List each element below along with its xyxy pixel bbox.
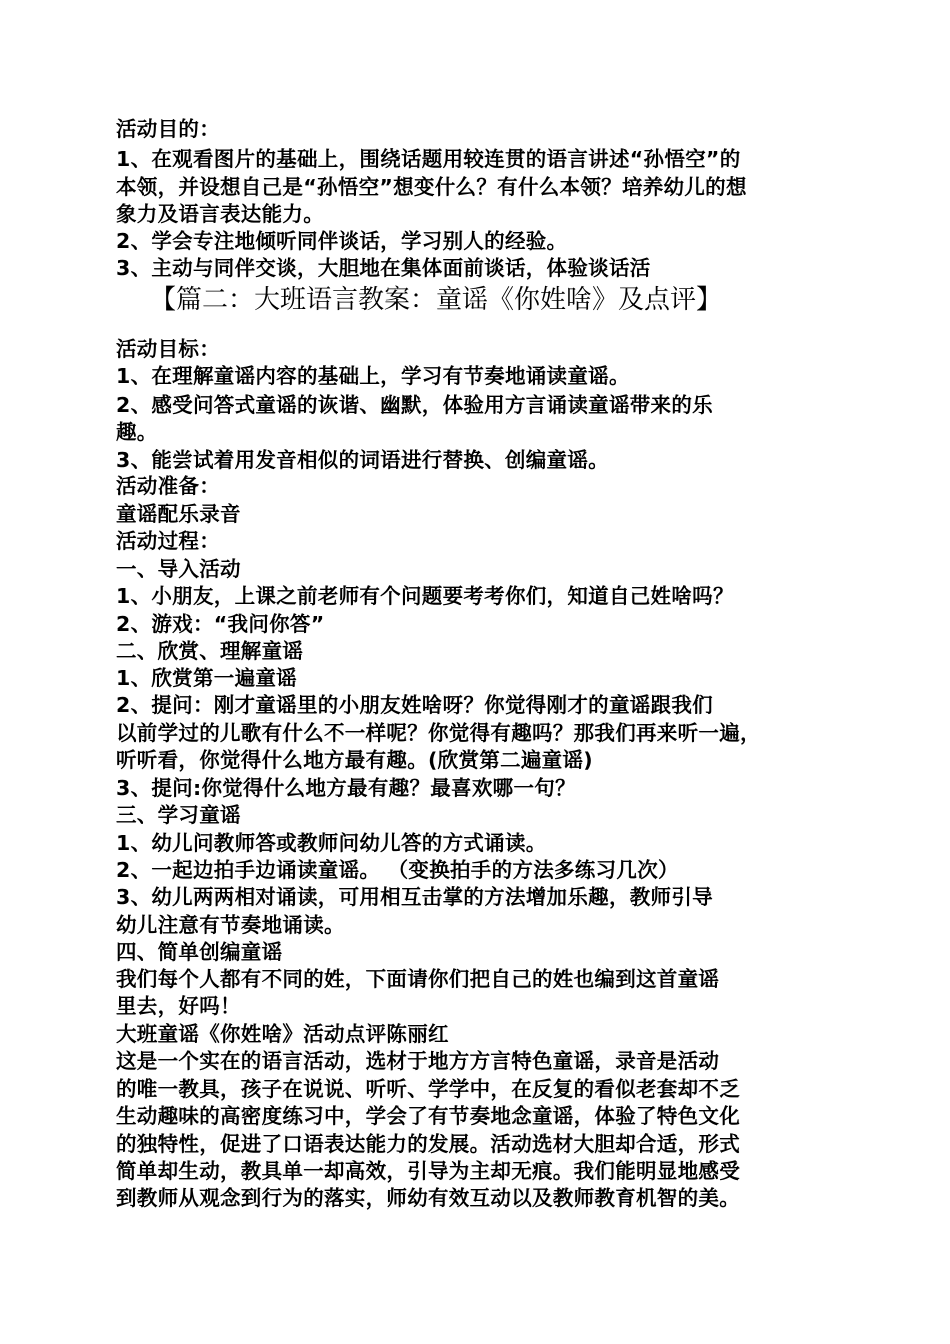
text-line: 趣。 — [116, 420, 158, 444]
text-line: 1、幼儿问教师答或教师问幼儿答的方式诵读。 — [116, 831, 547, 855]
text-line: 三、学习童谣 — [116, 803, 241, 827]
text-line: 大班童谣《你姓啥》活动点评陈丽红 — [116, 1022, 449, 1046]
text-line: 1、欣赏第一遍童谣 — [116, 666, 297, 690]
text-line: 3、幼儿两两相对诵读，可用相互击掌的方法增加乐趣，教师引导 — [116, 885, 713, 909]
text-line: 3、主动与同伴交谈，大胆地在集体面前谈话，体验谈话活 — [116, 256, 651, 280]
text-line: 童谣配乐录音 — [116, 502, 241, 526]
text-line: 二、欣赏、理解童谣 — [116, 639, 304, 663]
text-line: 活动目标： — [116, 337, 220, 361]
text-line: 1、在理解童谣内容的基础上，学习有节奏地诵读童谣。 — [116, 364, 630, 388]
text-line: 3、能尝试着用发音相似的词语进行替换、创编童谣。 — [116, 448, 609, 472]
text-line: 里去，好吗！ — [116, 994, 241, 1018]
text-line: 一、导入活动 — [116, 557, 241, 581]
text-line: 象力及语言表达能力。 — [116, 202, 324, 226]
text-line: 四、简单创编童谣 — [116, 940, 283, 964]
text-line: 2、一起边拍手边诵读童谣。 （变换拍手的方法多练习几次） — [116, 858, 679, 882]
text-line: 以前学过的儿歌有什么不一样呢？你觉得有趣吗？那我们再来听一遍， — [116, 721, 761, 745]
text-line: 2、学会专注地倾听同伴谈话，学习别人的经验。 — [116, 229, 568, 253]
text-line: 本领，并设想自己是“孙悟空”想变什么？有什么本领？培养幼儿的想 — [116, 175, 747, 199]
text-line: 2、游戏：“我问你答” — [116, 612, 325, 636]
text-line: 幼儿注意有节奏地诵读。 — [116, 913, 345, 937]
text-line: 2、感受问答式童谣的诙谐、幽默，体验用方言诵读童谣带来的乐 — [116, 393, 713, 417]
text-line: 的唯一教具，孩子在说说、听听、学学中，在反复的看似老套却不乏 — [116, 1077, 740, 1101]
text-line: 简单却生动，教具单一却高效，引导为主却无痕。我们能明显地感受 — [116, 1159, 740, 1183]
text-line: 3、提问:你觉得什么地方最有趣？最喜欢哪一句？ — [116, 776, 576, 800]
text-line: 生动趣味的高密度练习中，学会了有节奏地念童谣，体验了特色文化 — [116, 1104, 740, 1128]
text-line: 活动目的： — [116, 117, 220, 141]
text-line: 听听看，你觉得什么地方最有趣。(欣赏第二遍童谣) — [116, 748, 593, 772]
section-heading: 【篇二：大班语言教案：童谣《你姓啥》及点评】 — [150, 285, 723, 315]
text-line: 我们每个人都有不同的姓，下面请你们把自己的姓也编到这首童谣 — [116, 967, 720, 991]
text-line: 到教师从观念到行为的落实，师幼有效互动以及教师教育机智的美。 — [116, 1186, 740, 1210]
text-line: 活动准备： — [116, 474, 220, 498]
text-line: 1、在观看图片的基础上，围绕话题用较连贯的语言讲述“孙悟空”的 — [116, 147, 741, 171]
text-line: 活动过程： — [116, 529, 220, 553]
text-line: 的独特性，促进了口语表达能力的发展。活动选材大胆却合适，形式 — [116, 1132, 740, 1156]
text-line: 2、提问：刚才童谣里的小朋友姓啥呀？你觉得刚才的童谣跟我们 — [116, 693, 713, 717]
text-line: 这是一个实在的语言活动，选材于地方方言特色童谣，录音是活动 — [116, 1049, 720, 1073]
text-line: 1、小朋友，上课之前老师有个问题要考考你们，知道自己姓啥吗？ — [116, 584, 734, 608]
